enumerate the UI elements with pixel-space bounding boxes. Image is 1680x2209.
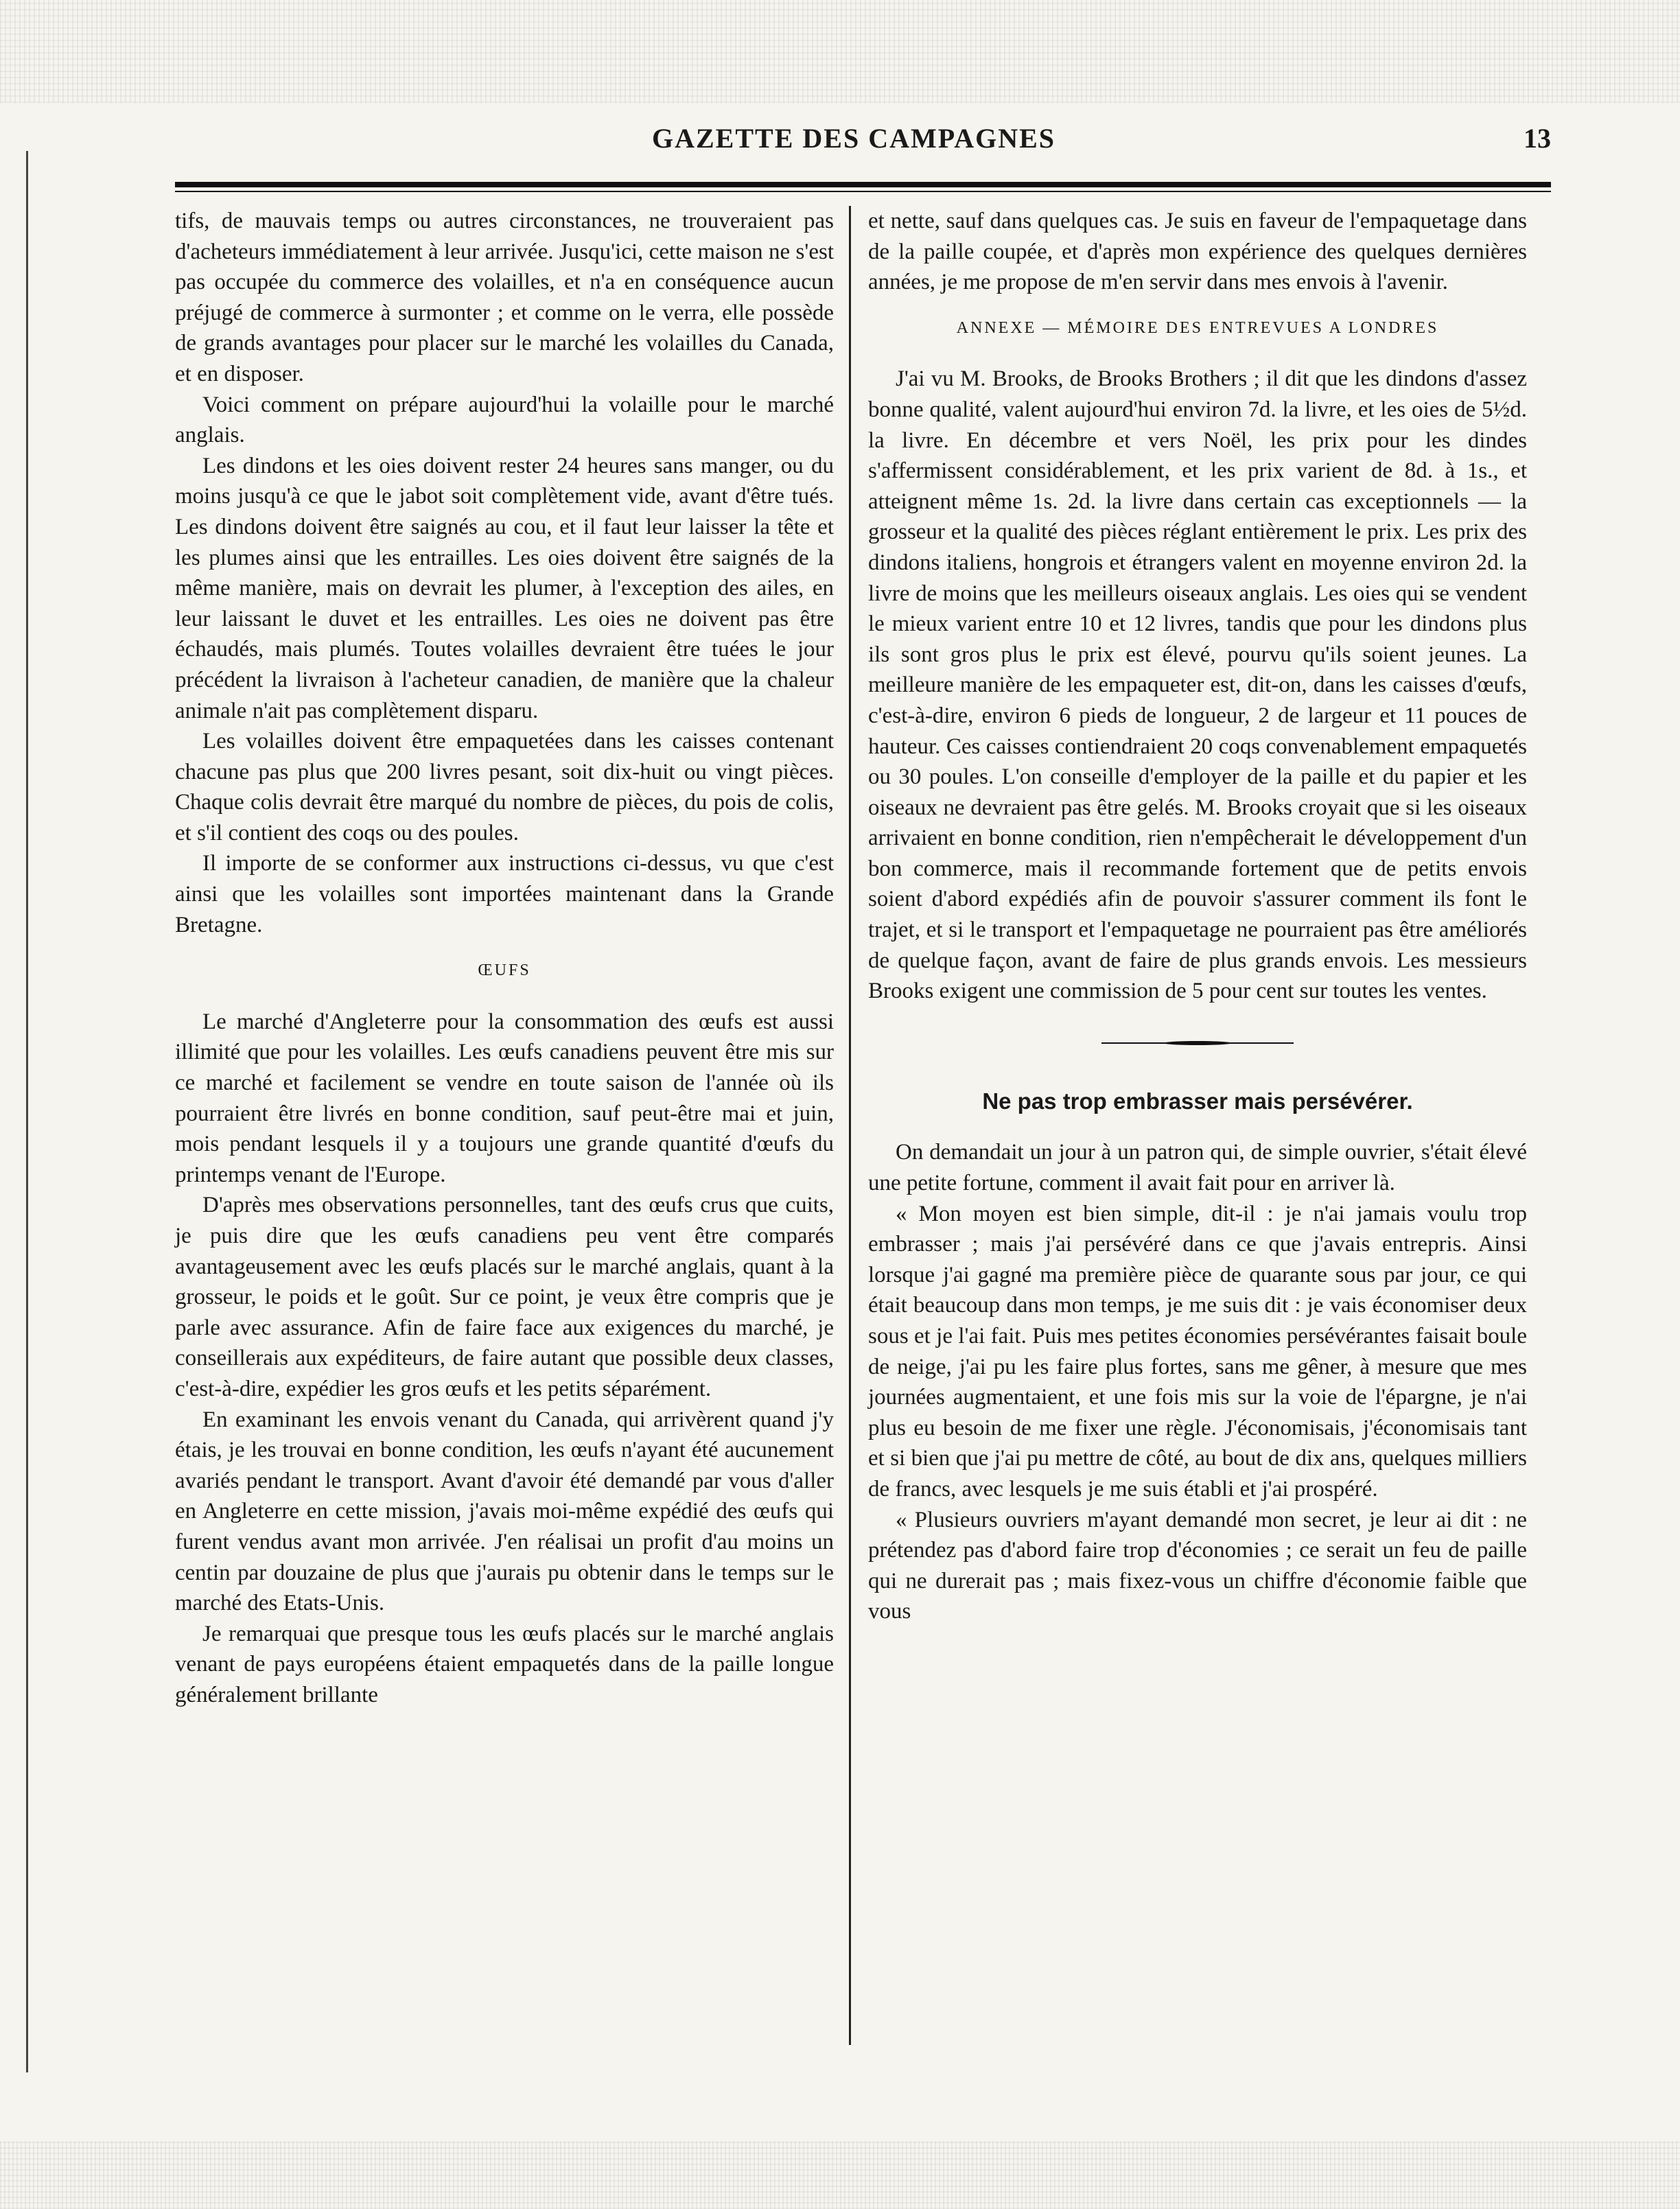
section-title-oeufs: ŒUFS	[478, 961, 531, 980]
paragraph: On demandait un jour à un patron qui, de simple ouvrier, s'était élevé une petite fortune, comment il avait fait pour en arriver là.	[868, 1140, 1527, 1196]
paragraph: « Mon moyen est bien simple, dit-il : je n'ai jamais voulu trop embrasser ; mais j'ai persévéré dans ce que j'avais entrepris. Ainsi lorsque j'ai gagné ma première pièce de quarante sous par jour, ce qui était beaucoup dans mon temps, je me suis dit : je vais économiser deux sous et je l'ai fait. Puis mes petites économies persévérantes faisait boule de neige, j'ai pu les faire plus fortes, sans me gêner, à mesure que mes journées augmentaient, et une fois mis sur la voie de l'épargne, je n'ai plus eu besoin de me fixer une règle. J'économisais, j'économisais tant et si bien que j'ai pu mettre de côté, au bout de dix ans, quelques milliers de francs, avec lesquels je me suis établi et j'ai prospéré.	[868, 1201, 1527, 1501]
paragraph: Il importe de se conformer aux instructions ci-dessus, vu que c'est ainsi que les volailles sont importées maintenant dans la Grande Bretagne.	[175, 851, 834, 937]
paragraph: J'ai vu M. Brooks, de Brooks Brothers ; il dit que les dindons d'assez bonne qualité, valent aujourd'hui environ 7d. la livre, et les oies de 5½d. la livre. En décembre et vers Noël, les prix pour les dindes s'affermissent considérablement, et les prix varient de 8d. à 1s., et atteignent même 1s. 2d. la livre dans certain cas exceptionnels — la grosseur et la qualité des pièces réglant entièrement le prix. Les prix des dindons italiens, hongrois et étrangers valent en moyenne environ 2d. la livre de moins que les meilleurs oiseaux anglais. Les oies qui se vendent le mieux varient entre 10 et 12 livres, tandis que pour les dindons plus ils sont gros plus le prix est élevé, pourvu qu'ils soient jeunes. La meilleure manière de les empaqueter est, dit-on, dans les caisses d'œufs, c'est-à-dire, environ 6 pieds de longueur, 2 de largeur et 11 pouces de hauteur. Ces caisses contiendraient 20 coqs convenablement empaquetés ou 30 poules. L'on conseille d'employer de la paille et du papier et les oiseaux ne devraient pas être gelés. M. Brooks croyait que si les oiseaux arrivaient en bonne condition, rien n'empêcherait le développement d'un bon commerce, mais il recommande fortement que de petits envois soient d'abord expédiés afin de pouvoir s'assurer comment ils font le trajet, et si le transport et l'empaquetage ne pourraient pas être améliorés de quelque façon, avant de faire de plus grands envois. Les messieurs Brooks exigent une commission de 5 pour cent sur toutes les ventes.	[868, 366, 1527, 1004]
paragraph: D'après mes observations personnelles, tant des œufs crus que cuits, je puis dire que les œufs canadiens peu vent être comparés avantageusement avec les œufs placés sur le marché anglais, quant à la grosseur, le poids et le goût. Sur ce point, je veux être compris que je parle avec assurance. Afin de faire face aux exigences du marché, je conseillerais aux expéditeurs, de faire autant que possible deux classes, c'est-à-dire, expédier les gros œufs et les petits séparément.	[175, 1193, 834, 1401]
header-rule-thick	[175, 182, 1551, 187]
paragraph: En examinant les envois venant du Canada, qui arrivèrent quand j'y étais, je les trouvai en bonne condition, les œufs n'ayant été aucunement avariés pendant le transport. Avant d'avoir été demandé par vous d'aller en Angleterre en cette mission, j'avais moi-même expédié des œufs qui furent vendus avant mon arrivée. J'en réalisai un profit d'au moins un centin par douzaine de plus que j'aurais pu obtenir dans le temps sur le marché des Etats-Unis.	[175, 1407, 834, 1616]
page-number: 13	[1524, 123, 1551, 154]
paragraph: et nette, sauf dans quelques cas. Je suis en faveur de l'empaquetage dans de la paille coupée, et d'après mon expérience des quelques dernières années, je me propose de m'en servir dans mes envois à l'avenir.	[868, 209, 1527, 295]
column-divider	[849, 206, 851, 2045]
paragraph: Les dindons et les oies doivent rester 24 heures sans manger, ou du moins jusqu'à ce que le jabot soit complètement vide, avant d'être tués. Les dindons doivent être saignés au cou, et il faut leur laisser la tête et les plumes ainsi que les entrailles. Les oies doivent être saignés de la même manière, mais on devrait les plumer, à l'exception des ailes, en leur laissant le duvet et les entrailles. Les oies ne doivent pas être échaudés, mais plumés. Toutes volailles devraient être tuées le jour précédent la livraison à l'acheteur canadien, de manière que la chaleur animale n'ait pas complètement disparu.	[175, 453, 834, 723]
paragraph: « Plusieurs ouvriers m'ayant demandé mon secret, je leur ai dit : ne prétendez pas d'abord faire trop d'économies ; ce serait un feu de paille qui ne durerait pas ; mais fixez-vous un chiffre d'économie faible que vous	[868, 1507, 1527, 1624]
paragraph: Le marché d'Angleterre pour la consommation des œufs est aussi illimité que pour les volailles. Les œufs canadiens peuvent être mis sur ce marché et facilement se vendre en toute saison de l'année où ils pourraient être livrés en bonne condition, sauf peut-être mai et juin, mois pendant lesquels il y a toujours une grande quantité d'œufs du printemps venant de l'Europe.	[175, 1009, 834, 1187]
header-rule-thin	[175, 191, 1551, 192]
section-ornament	[1101, 1041, 1294, 1045]
top-print-noise	[0, 0, 1680, 103]
section-title-annexe: ANNEXE — MÉMOIRE DES ENTREVUES A LONDRES	[956, 318, 1439, 337]
article-heading: Ne pas trop embrasser mais persévérer.	[982, 1088, 1413, 1114]
right-column	[868, 206, 1527, 2127]
page-header	[172, 122, 1551, 163]
left-column	[175, 206, 834, 2127]
paragraph: Les volailles doivent être empaquetées dans les caisses contenant chacune pas plus que 200 livres pesant, soit dix-huit ou vingt pièces. Chaque colis devrait être marqué du nombre de pièces, du pois de colis, et s'il contient des coqs ou des poules.	[175, 729, 834, 845]
running-title: GAZETTE DES CAMPAGNES	[652, 123, 1056, 154]
binding-margin-line	[26, 151, 28, 2072]
bottom-print-noise	[0, 2141, 1680, 2209]
paragraph: Voici comment on prépare aujourd'hui la volaille pour le marché anglais.	[175, 392, 834, 448]
paragraph: Je remarquai que presque tous les œufs placés sur le marché anglais venant de pays européens étaient empaquetés dans de la paille longue généralement brillante	[175, 1621, 834, 1707]
paragraph: tifs, de mauvais temps ou autres circonstances, ne trouveraient pas d'acheteurs immédiatement à leur arrivée. Jusqu'ici, cette maison ne s'est pas occupée du commerce des volailles, et n'a en conséquence aucun préjugé de commerce à surmonter ; et comme on le verra, elle possède de grands avantages pour placer sur le marché les volailles du Canada, et en disposer.	[175, 209, 834, 386]
